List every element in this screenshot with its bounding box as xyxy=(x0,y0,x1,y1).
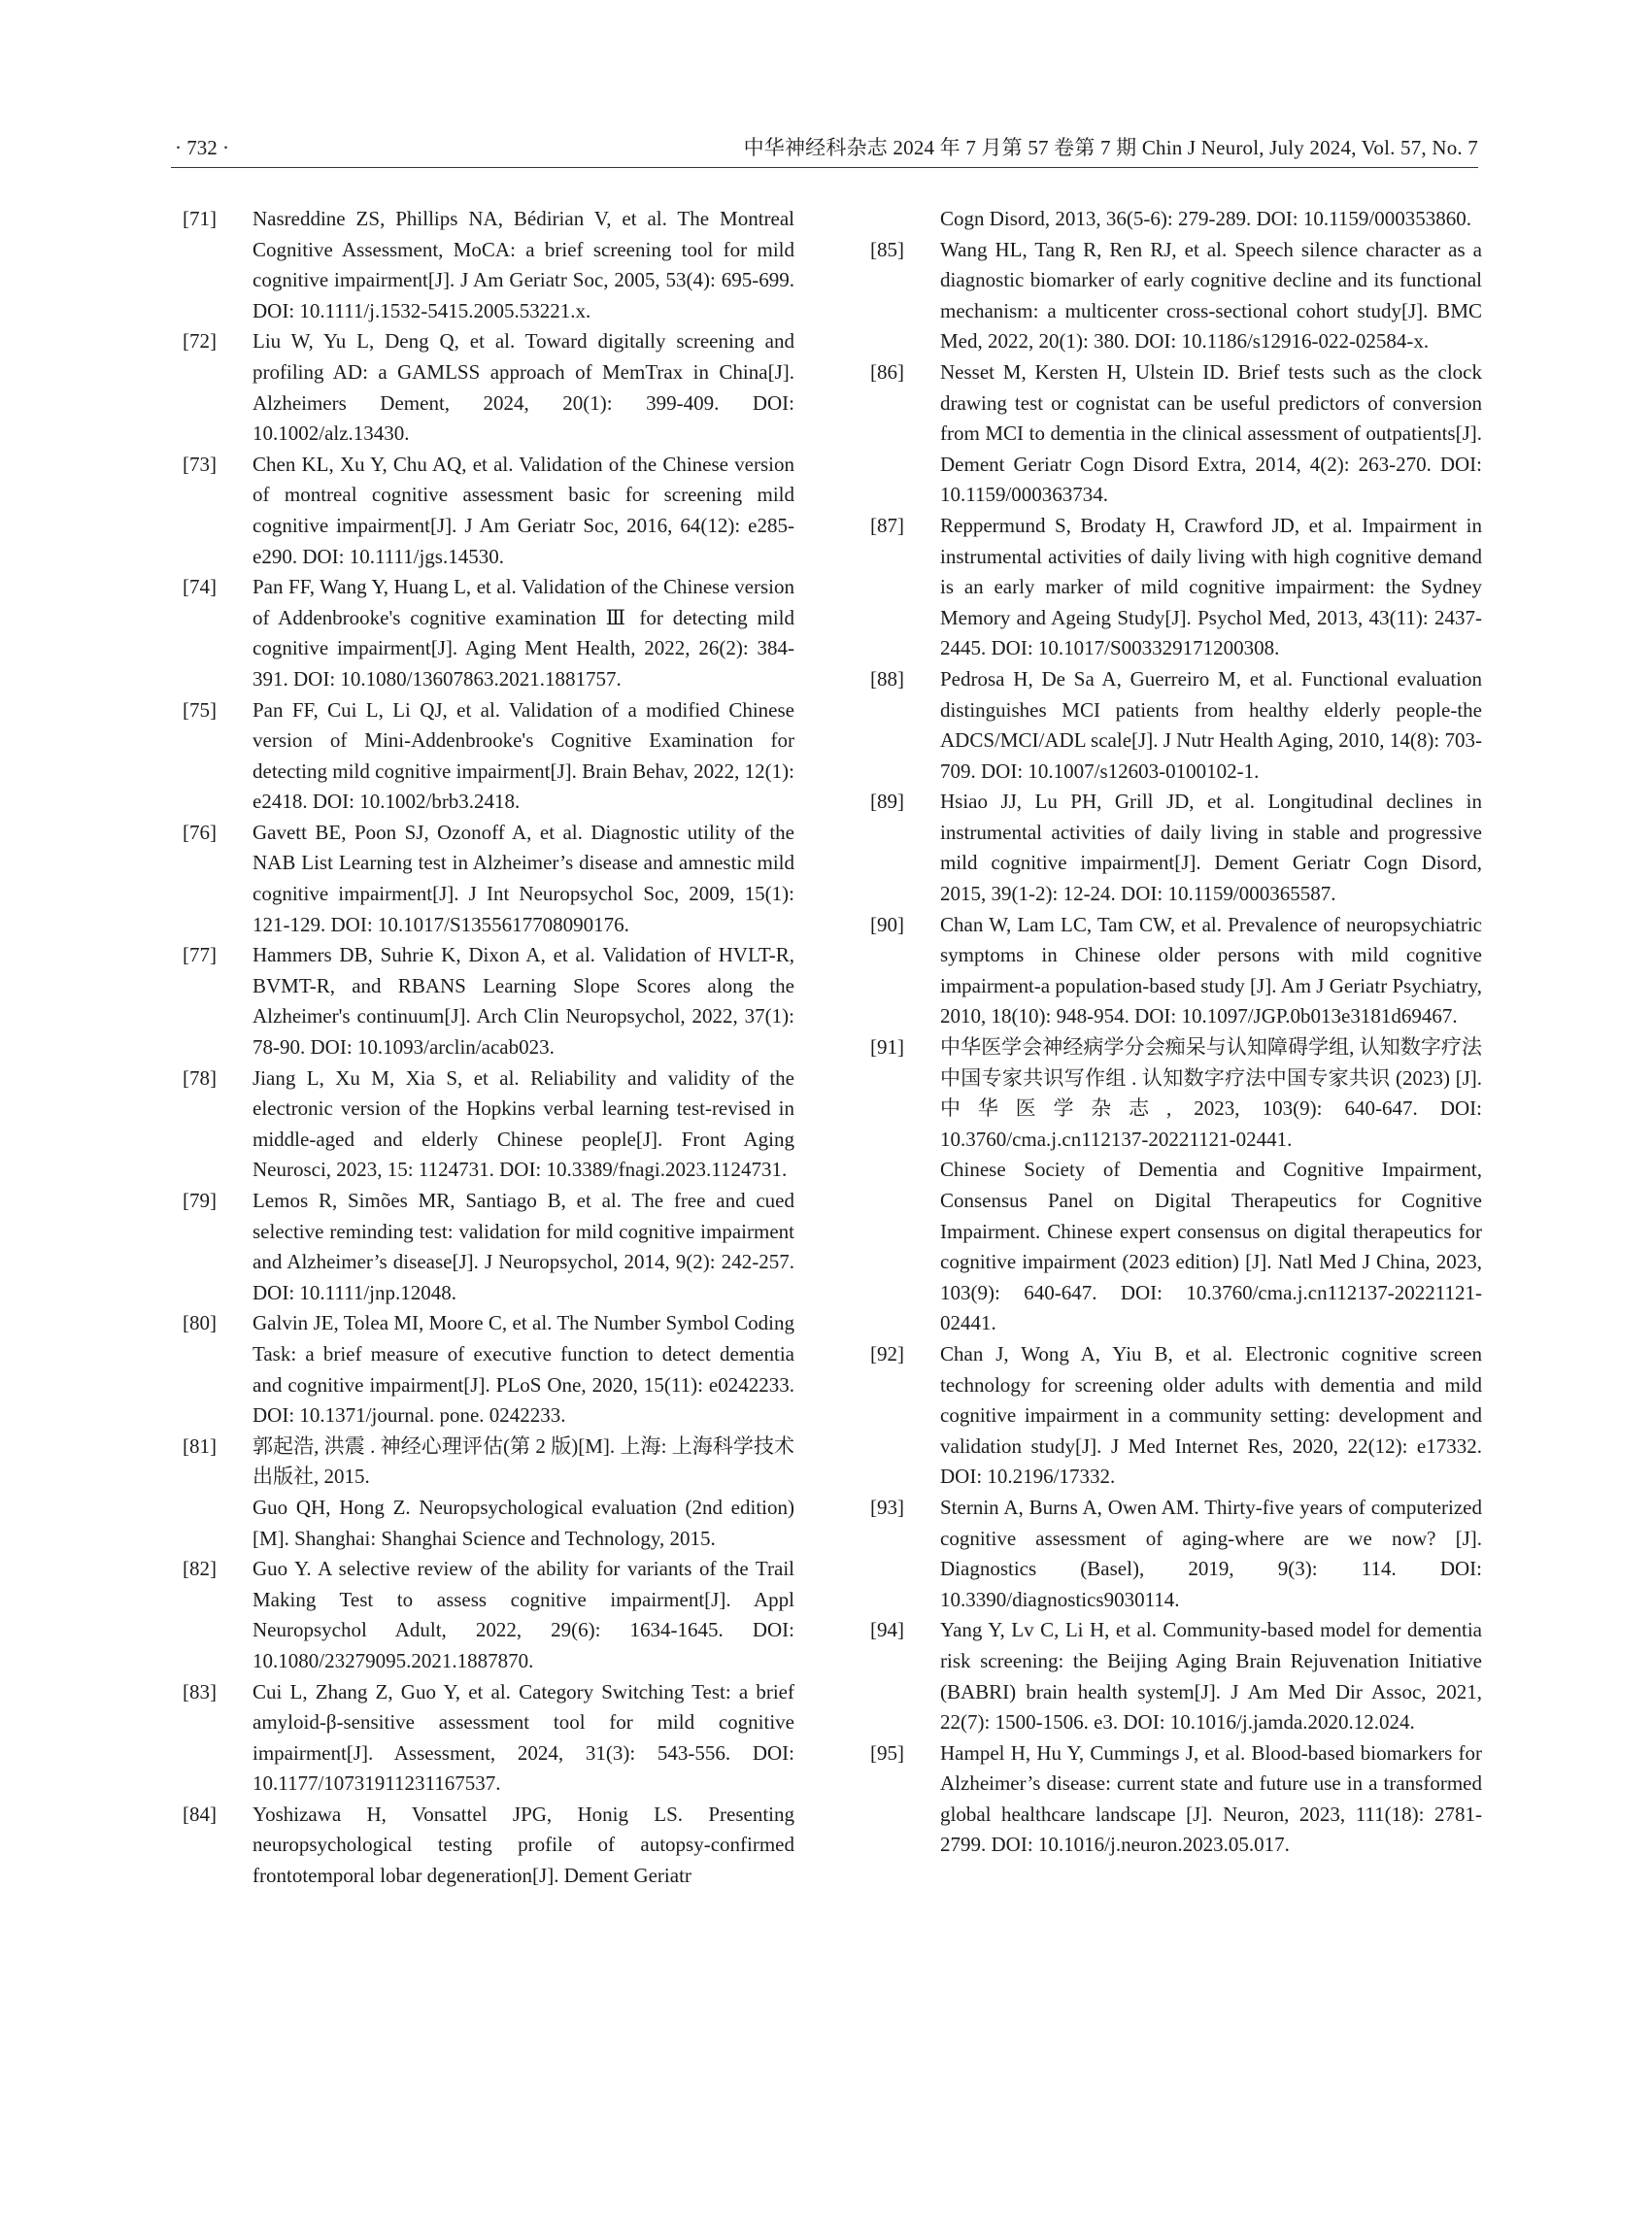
reference-item xyxy=(183,1800,794,1892)
reference-text: Pan FF, Wang Y, Huang L, et al. Validation of the Chinese version of Addenbrooke's cognitive examination Ⅲ for detecting mild cognitive impairment[J]. Aging Ment Health, 2022, 26(2): 384-391. DOI: 10.1080/13607863.2021.1881757. xyxy=(253,575,794,691)
reference-text: Gavett BE, Poon SJ, Ozonoff A, et al. Diagnostic utility of the NAB List Learning test in Alzheimer’s disease and amnestic mild cognitive impairment[J]. J Int Neuropsychol Soc, 2009, 15(1): 121-129. DOI: 10.1017/S1355617708090176. xyxy=(253,820,794,936)
reference-item xyxy=(870,1615,1482,1737)
reference-item xyxy=(870,1493,1482,1615)
reference-text: Yoshizawa H, Vonsattel JPG, Honig LS. Presenting neuropsychological testing profile of autopsy-confirmed frontotemporal lobar degeneration[J]. Dement Geriatr xyxy=(253,1802,794,1888)
reference-text: 中华医学会神经病学分会痴呆与认知障碍学组, 认知数字疗法中国专家共识写作组 . 认知数字疗法中国专家共识 (2023) [J]. 中华医学杂志, 2023, 103(9): 640-647. DOI: 10.3760/cma.j.cn112137-20221121-02441. xyxy=(940,1035,1482,1151)
reference-text: Cui L, Zhang Z, Guo Y, et al. Category Switching Test: a brief amyloid-β-sensitive assessment tool for mild cognitive impairment[J]. Assessment, 2024, 31(3): 543-556. DOI: 10.1177/10731911231167537. xyxy=(253,1679,794,1796)
journal-citation: 中华神经科杂志 2024 年 7 月第 57 卷第 7 期 Chin J Neurol, July 2024, Vol. 57, No. 7 xyxy=(743,136,1478,159)
reference-text: Wang HL, Tang R, Ren RJ, et al. Speech silence character as a diagnostic biomarker of early cognitive decline and its functional mechanism: a multicenter cross-sectional cohort study[J]. BMC Med, 2022, 20(1): 380. DOI: 10.1186/s12916-022-02584-x. xyxy=(940,237,1482,354)
page-number: · 732 · xyxy=(175,136,229,159)
right-reference-column xyxy=(870,204,1482,1861)
reference-text: Nasreddine ZS, Phillips NA, Bédirian V, et al. The Montreal Cognitive Assessment, MoCA: a brief screening tool for mild cognitive impairment[J]. J Am Geriatr Soc, 2005, 53(4): 695-699. DOI: 10.1111/j.1532-5415.2005.53221.x. xyxy=(253,207,794,322)
running-header xyxy=(171,134,1478,168)
reference-item xyxy=(870,1032,1482,1339)
reference-text: Pan FF, Cui L, Li QJ, et al. Validation of a modified Chinese version of Mini-Addenbrooke's Cognitive Examination for detecting mild cognitive impairment[J]. Brain Behav, 2022, 12(1): e2418. DOI: 10.1002/brb3.2418. xyxy=(253,697,794,814)
reference-number: [83] xyxy=(183,1679,217,1703)
reference-text: Pedrosa H, De Sa A, Guerreiro M, et al. Functional evaluation distinguishes MCI patients from healthy elderly people-the ADCS/MCI/ADL scale[J]. J Nutr Health Aging, 2010, 14(8): 703-709. DOI: 10.1007/s12603-0100102-1. xyxy=(940,666,1482,783)
reference-number: [82] xyxy=(183,1557,217,1581)
reference-number: [93] xyxy=(870,1495,904,1519)
reference-number: [90] xyxy=(870,912,904,936)
reference-number: [95] xyxy=(870,1740,904,1765)
reference-number: [94] xyxy=(870,1618,904,1642)
reference-item xyxy=(870,787,1482,909)
reference-number: [72] xyxy=(183,329,217,354)
reference-item xyxy=(183,572,794,694)
reference-text: Guo Y. A selective review of the ability for variants of the Trail Making Test to assess cognitive impairment[J]. Appl Neuropsychol Adult, 2022, 29(6): 1634-1645. DOI: 10.1080/23279095.2021.1887870. xyxy=(253,1557,794,1672)
reference-text: Lemos R, Simões MR, Santiago B, et al. The free and cued selective reminding test: validation for mild cognitive impairment and Alzheimer’s disease[J]. J Neuropsychol, 2014, 9(2): 242-257. DOI: 10.1111/jnp.12048. xyxy=(253,1189,794,1304)
reference-text: Liu W, Yu L, Deng Q, et al. Toward digitally screening and profiling AD: a GAMLSS approach of MemTrax in China[J]. Alzheimers Dement, 2024, 20(1): 399-409. DOI: 10.1002/alz.13430. xyxy=(253,329,794,446)
reference-item xyxy=(183,204,794,326)
reference-text: Jiang L, Xu M, Xia S, et al. Reliability and validity of the electronic version of the Hopkins verbal learning test-revised in middle-aged and elderly Chinese people[J]. Front Aging Neurosci, 2023, 15: 1124731. DOI: 10.3389/fnagi.2023.1124731. xyxy=(253,1065,794,1182)
reference-text: Hampel H, Hu Y, Cummings J, et al. Blood-based biomarkers for Alzheimer’s disease: current state and future use in a transformed global healthcare landscape [J]. Neuron, 2023, 111(18): 2781-2799. DOI: 10.1016/j.neuron.2023.05.017. xyxy=(940,1740,1482,1857)
reference-item xyxy=(183,1677,794,1800)
reference-item xyxy=(870,235,1482,357)
reference-item xyxy=(870,357,1482,511)
reference-item xyxy=(183,1186,794,1308)
reference-item xyxy=(870,664,1482,787)
reference-number: [73] xyxy=(183,452,217,476)
reference-text: Nesset M, Kersten H, Ulstein ID. Brief tests such as the clock drawing test or cognistat can be useful predictors of conversion from MCI to dementia in the clinical assessment of outpatients[J]. Dement Geriatr Cogn Disord Extra, 2014, 4(2): 263-270. DOI: 10.1159/000363734. xyxy=(940,359,1482,507)
reference-item xyxy=(870,910,1482,1032)
reference-item xyxy=(870,1339,1482,1493)
reference-item xyxy=(183,1432,794,1554)
reference-number: [84] xyxy=(183,1802,217,1826)
reference-item xyxy=(183,326,794,449)
reference-text: 郭起浩, 洪震 . 神经心理评估(第 2 版)[M]. 上海: 上海科学技术出版社, 2015. xyxy=(253,1433,794,1489)
reference-number: [86] xyxy=(870,359,904,384)
reference-text: Sternin A, Burns A, Owen AM. Thirty-five years of computerized cognitive assessment of aging-where are we now? [J]. Diagnostics (Basel), 2019, 9(3): 114. DOI: 10.3390/diagnostics9030114. xyxy=(940,1495,1482,1611)
reference-item xyxy=(183,1554,794,1676)
reference-item xyxy=(183,940,794,1062)
right-reference-list xyxy=(870,235,1482,1861)
reference-item xyxy=(183,1063,794,1186)
reference-item xyxy=(183,450,794,572)
reference-text: Chan W, Lam LC, Tam CW, et al. Prevalence of neuropsychiatric symptoms in Chinese older persons with mild cognitive impairment-a population-based study [J]. Am J Geriatr Psychiatry, 2010, 18(10): 948-954. DOI: 10.1097/JGP.0b013e3181d69467. xyxy=(940,912,1482,1028)
reference-text: Reppermund S, Brodaty H, Crawford JD, et al. Impairment in instrumental activities of daily living with high cognitive demand is an early marker of mild cognitive impairment: the Sydney Memory and Ageing Study[J]. Psychol Med, 2013, 43(11): 2437-2445. DOI: 10.1017/S003329171200308. xyxy=(940,513,1482,660)
reference-number: [78] xyxy=(183,1065,217,1090)
left-reference-column xyxy=(183,204,794,1892)
reference-item xyxy=(183,1308,794,1431)
reference-item xyxy=(870,511,1482,664)
reference-text: Galvin JE, Tolea MI, Moore C, et al. The Number Symbol Coding Task: a brief measure of executive function to detect dementia and cognitive impairment[J]. PLoS One, 2020, 15(11): e0242233. DOI: 10.1371/journal. pone. 0242233. xyxy=(253,1311,794,1428)
reference-number: [76] xyxy=(183,820,217,844)
reference-text: Chan J, Wong A, Yiu B, et al. Electronic cognitive screen technology for screening older adults with dementia and mild cognitive impairment in a community setting: development and validation study[J]. J Med Internet Res, 2020, 22(12): e17332. DOI: 10.2196/17332. xyxy=(940,1341,1482,1489)
reference-number: [88] xyxy=(870,666,904,691)
reference-text: Yang Y, Lv C, Li H, et al. Community-based model for dementia risk screening: the Beijing Aging Brain Rejuvenation Initiative (BABRI) brain health system[J]. J Am Med Dir Assoc, 2021, 22(7): 1500-1506. e3. DOI: 10.1016/j.jamda.2020.12.024. xyxy=(940,1618,1482,1735)
reference-text: Chen KL, Xu Y, Chu AQ, et al. Validation of the Chinese version of montreal cognitive assessment basic for screening mild cognitive impairment[J]. J Am Geriatr Soc, 2016, 64(12): e285-e290. DOI: 10.1111/jgs.14530. xyxy=(253,452,794,568)
reference-number: [74] xyxy=(183,575,217,599)
reference-text: Hammers DB, Suhrie K, Dixon A, et al. Validation of HVLT-R, BVMT-R, and RBANS Learning Slope Scores along the Alzheimer's continuum[J]. Arch Clin Neuropsychol, 2022, 37(1): 78-90. DOI: 10.1093/arclin/acab023. xyxy=(253,943,794,1060)
reference-item xyxy=(183,695,794,818)
reference-number: [77] xyxy=(183,943,217,967)
reference-item xyxy=(183,818,794,940)
reference-translation: Chinese Society of Dementia and Cognitive Impairment, Consensus Panel on Digital Therapeutics for Cognitive Impairment. Chinese expert consensus on digital therapeutics for cognitive impairment (2023 edition) [J]. Natl Med J China, 2023, 103(9): 640-647. DOI: 10.3760/cma.j.cn112137-20221121-02441. xyxy=(940,1158,1482,1335)
reference-number: [91] xyxy=(870,1035,904,1060)
reference-number: [89] xyxy=(870,790,904,814)
reference-number: [71] xyxy=(183,207,217,230)
reference-number: [80] xyxy=(183,1311,217,1335)
reference-number: [79] xyxy=(183,1189,217,1212)
reference-number: [85] xyxy=(870,237,904,261)
reference-text: Hsiao JJ, Lu PH, Grill JD, et al. Longitudinal declines in instrumental activities of daily living in stable and progressive mild cognitive impairment[J]. Dement Geriatr Cogn Disord, 2015, 39(1-2): 12-24. DOI: 10.1159/000365587. xyxy=(940,790,1482,906)
reference-item xyxy=(870,1738,1482,1861)
reference-number: [87] xyxy=(870,513,904,537)
reference-translation: Guo QH, Hong Z. Neuropsychological evaluation (2nd edition) [M]. Shanghai: Shanghai Science and Technology, 2015. xyxy=(253,1495,794,1550)
reference-number: [75] xyxy=(183,697,217,722)
reference-continuation: Cogn Disord, 2013, 36(5-6): 279-289. DOI: 10.1159/000353860. xyxy=(940,207,1471,230)
reference-number: [81] xyxy=(183,1433,217,1458)
reference-number: [92] xyxy=(870,1341,904,1365)
